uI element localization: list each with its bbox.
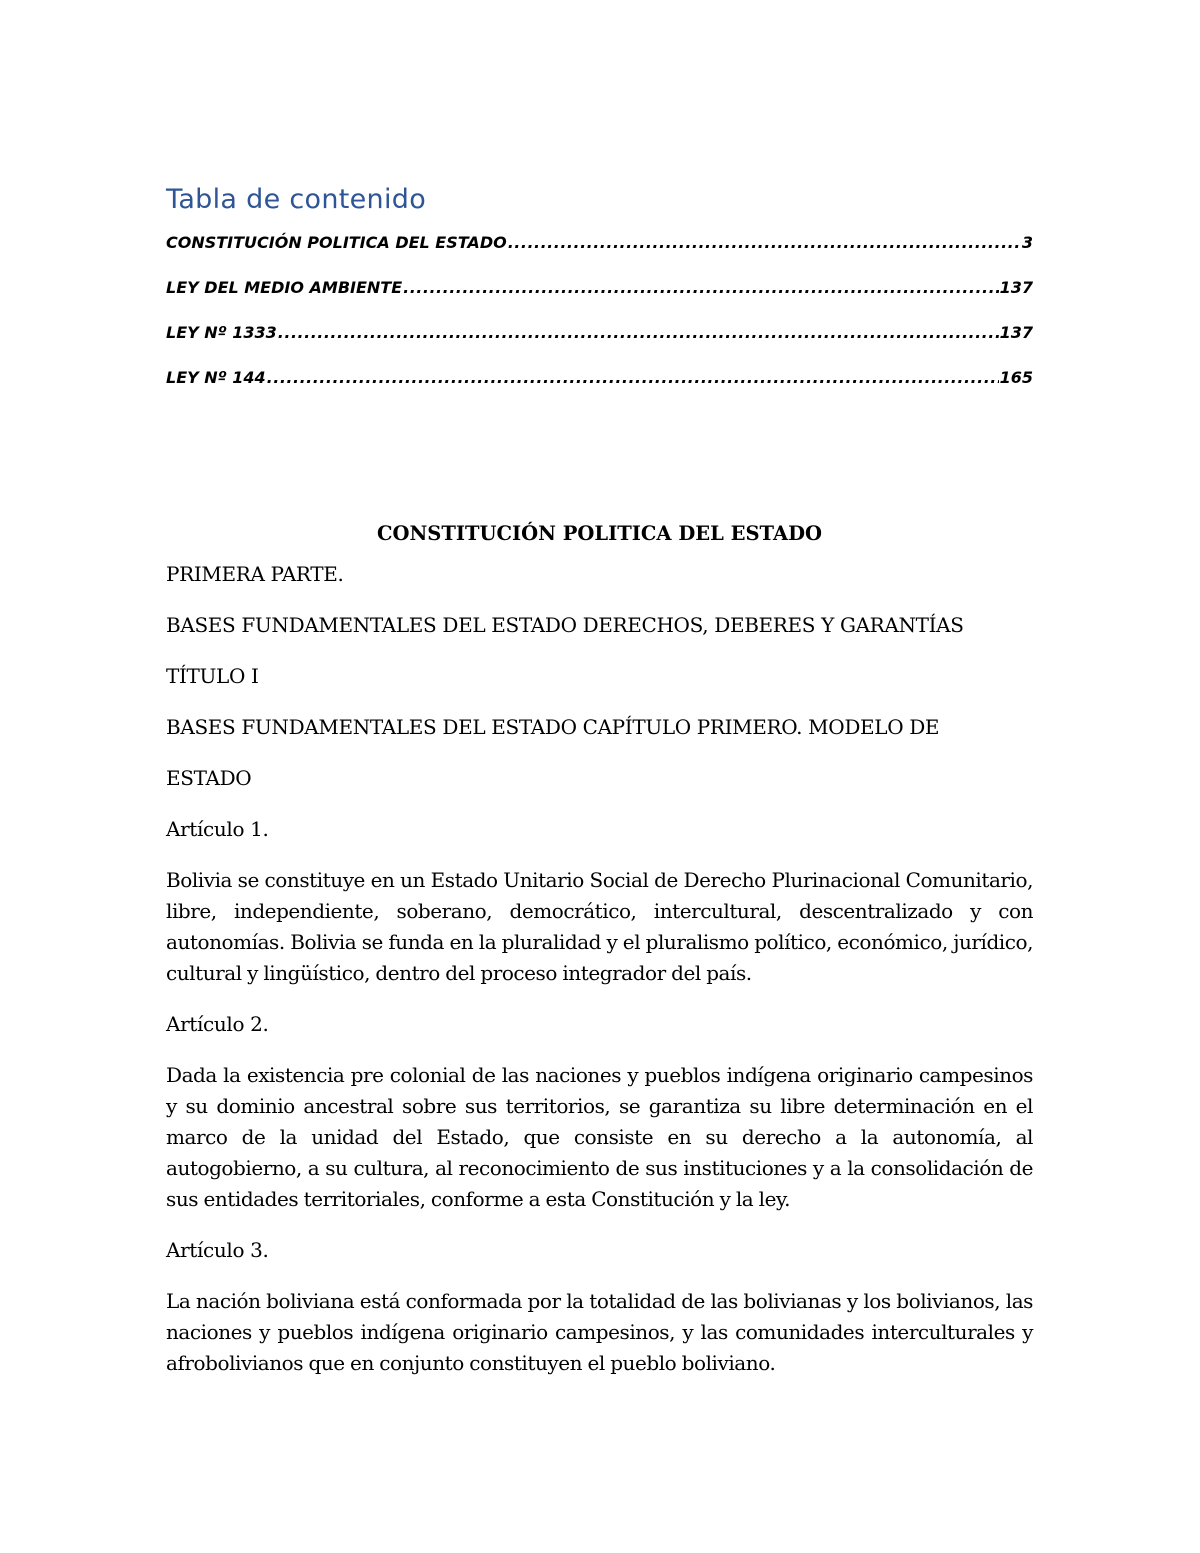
toc-dot-leader: [508, 233, 1021, 252]
toc-heading: Tabla de contenido: [166, 184, 427, 215]
article-1-heading: Artículo 1.: [166, 817, 269, 841]
toc-entry-page: 137: [999, 278, 1033, 297]
toc-entry-medio-ambiente[interactable]: [166, 278, 1033, 323]
toc-dot-leader: [267, 368, 999, 387]
chapter-heading-line-2: ESTADO: [166, 766, 252, 790]
toc-entry-title: CONSTITUCIÓN POLITICA DEL ESTADO: [166, 233, 507, 252]
toc-entry-page: 165: [999, 368, 1033, 387]
article-3-heading: Artículo 3.: [166, 1238, 269, 1262]
chapter-heading-line-1: BASES FUNDAMENTALES DEL ESTADO CAPÍTULO PRIMERO. MODELO DE: [166, 715, 940, 739]
part-heading: PRIMERA PARTE.: [166, 562, 344, 586]
toc-entry-constitucion[interactable]: [166, 233, 1033, 278]
article-2-heading: Artículo 2.: [166, 1012, 269, 1036]
toc-entry-ley-1333[interactable]: [166, 323, 1033, 368]
article-2-text: Dada la existencia pre colonial de las naciones y pueblos indígena originario campesinos y su dominio ancestral sobre sus territorios, se garantiza su libre determinación en el marco de la unidad del Estado, que consiste en su derecho a la autonomía, al autogobierno, a su cultura, al reconocimiento de sus instituciones y a la consolidación de sus entidades territoriales, conforme a esta Constitución y la ley.: [166, 1063, 1033, 1211]
title-heading: TÍTULO I: [166, 664, 259, 688]
bases-heading: BASES FUNDAMENTALES DEL ESTADO DERECHOS, DEBERES Y GARANTÍAS: [166, 613, 964, 637]
toc-entry-title: LEY Nº 1333: [166, 323, 277, 342]
document-title: CONSTITUCIÓN POLITICA DEL ESTADO: [376, 522, 823, 545]
toc-entry-title: LEY Nº 144: [166, 368, 266, 387]
article-1-text: Bolivia se constituye en un Estado Unitario Social de Derecho Plurinacional Comunitario, libre, independiente, soberano, democrático, intercultural, descentralizado y con autonomías. Bolivia se funda en la pluralidad y el pluralismo político, económico, jurídico, cultural y lingüístico, dentro del proceso integrador del país.: [166, 868, 1033, 985]
toc-entry-title: LEY DEL MEDIO AMBIENTE: [166, 278, 403, 297]
table-of-contents: [166, 233, 1033, 413]
toc-dot-leader: [403, 278, 998, 297]
toc-dot-leader: [278, 323, 999, 342]
toc-entry-ley-144[interactable]: [166, 368, 1033, 413]
toc-entry-page: 137: [999, 323, 1033, 342]
toc-entry-page: 3: [1021, 233, 1033, 252]
article-3-text: La nación boliviana está conformada por la totalidad de las bolivianas y los bolivianos, las naciones y pueblos indígena originario campesinos, y las comunidades interculturales y afrobolivianos que en conjunto constituyen el pueblo boliviano.: [166, 1289, 1033, 1375]
document-body: [166, 518, 1033, 1399]
